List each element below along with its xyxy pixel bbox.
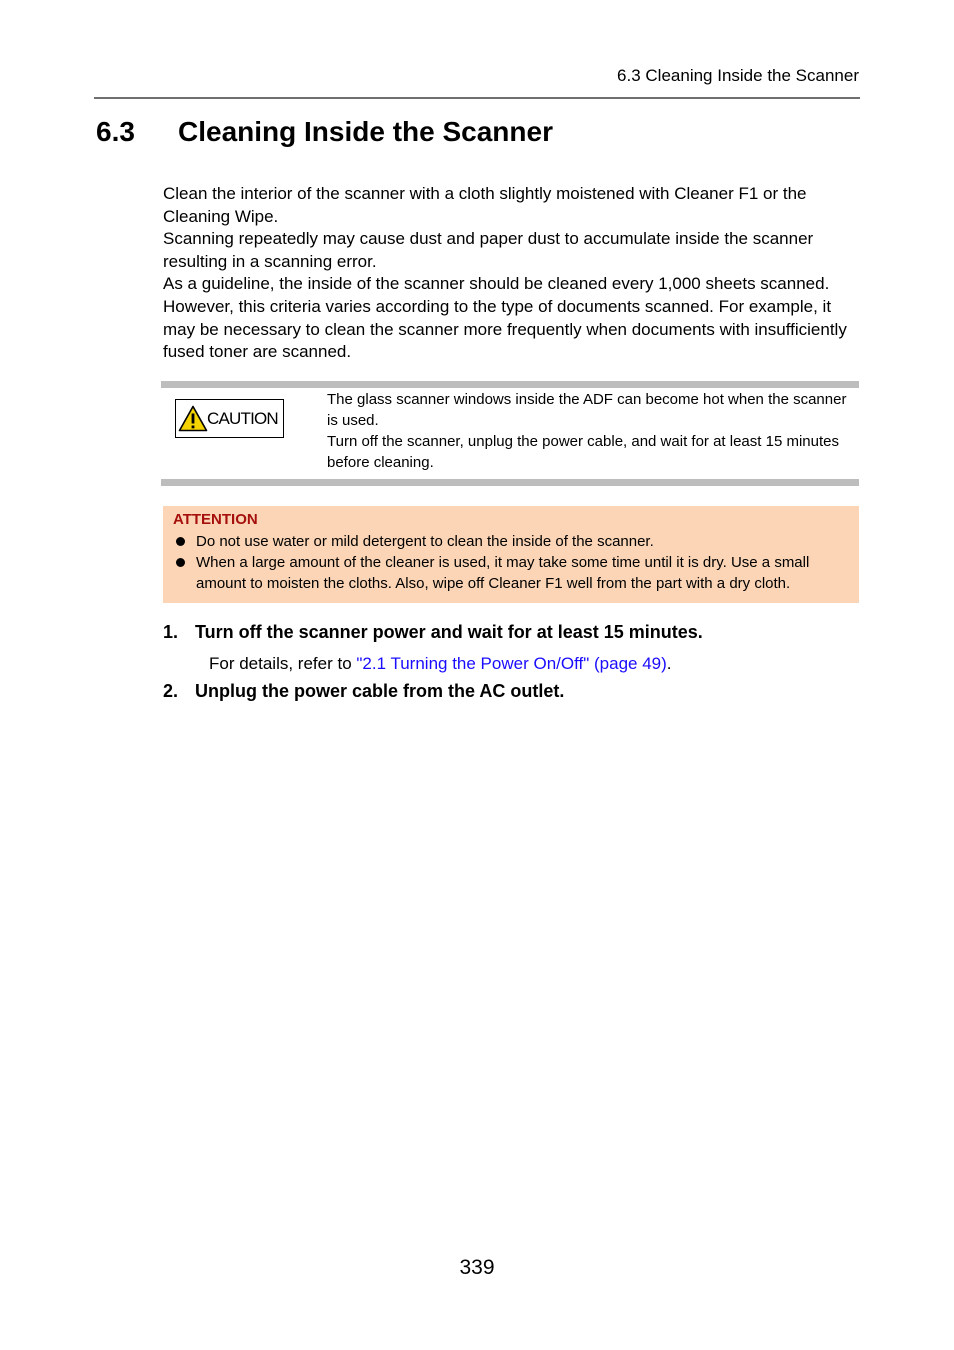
bullet-icon	[176, 537, 185, 546]
caution-text	[327, 389, 847, 473]
caution-line-1: The glass scanner windows inside the ADF can become hot when the scanner is used.	[327, 391, 847, 429]
attention-item	[173, 552, 853, 594]
attention-item	[173, 531, 853, 552]
section-number: 6.3	[96, 116, 135, 147]
attention-item-text: Do not use water or mild detergent to clean the inside of the scanner.	[196, 533, 654, 550]
detail-prefix: For details, refer to	[209, 654, 357, 673]
step-text: Unplug the power cable from the AC outlet.	[195, 681, 565, 701]
caution-label-text: CAUTION	[207, 408, 278, 428]
step-1	[163, 622, 703, 643]
intro-paragraph-3: As a guideline, the inside of the scanner should be cleaned every 1,000 sheets scanned. However, this criteria varies according to the type of documents scanned. For example, it may be necessary to clean the scanner more frequently when documents with insufficiently fused toner are scanned.	[163, 274, 847, 362]
caution-top-bar	[161, 381, 859, 388]
detail-suffix: .	[666, 654, 672, 673]
step-text: Turn off the scanner power and wait for at least 15 minutes.	[195, 622, 703, 642]
caution-bottom-bar	[161, 479, 859, 486]
attention-box	[163, 506, 859, 603]
header-rule	[94, 97, 860, 99]
power-on-off-link[interactable]: "2.1 Turning the Power On/Off" (page 49)	[356, 654, 667, 673]
section-title-text: Cleaning Inside the Scanner	[178, 116, 553, 147]
step-2	[163, 681, 564, 702]
attention-list	[173, 531, 853, 594]
intro-paragraph-1: Clean the interior of the scanner with a cloth slightly moistened with Cleaner F1 or the Cleaning Wipe.	[163, 184, 807, 226]
caution-label	[175, 399, 284, 438]
caution-box	[161, 381, 859, 487]
caution-line-2: Turn off the scanner, unplug the power cable, and wait for at least 15 minutes before cleaning.	[327, 433, 839, 471]
warning-triangle-icon	[178, 405, 208, 432]
attention-title: ATTENTION	[173, 511, 258, 528]
step-1-detail	[209, 654, 672, 674]
running-header: 6.3 Cleaning Inside the Scanner	[617, 66, 859, 85]
intro-text	[163, 183, 863, 364]
bullet-icon	[176, 558, 185, 567]
attention-item-text: When a large amount of the cleaner is used, it may take some time until it is dry. Use a small amount to moisten the cloths. Also, wipe off Cleaner F1 well from the part with a dry cloth.	[196, 554, 810, 592]
step-number: 1.	[163, 622, 179, 642]
page-number: 339	[459, 1256, 495, 1279]
section-title	[96, 116, 553, 148]
intro-paragraph-2: Scanning repeatedly may cause dust and paper dust to accumulate inside the scanner resulting in a scanning error.	[163, 229, 814, 271]
step-number: 2.	[163, 681, 179, 701]
